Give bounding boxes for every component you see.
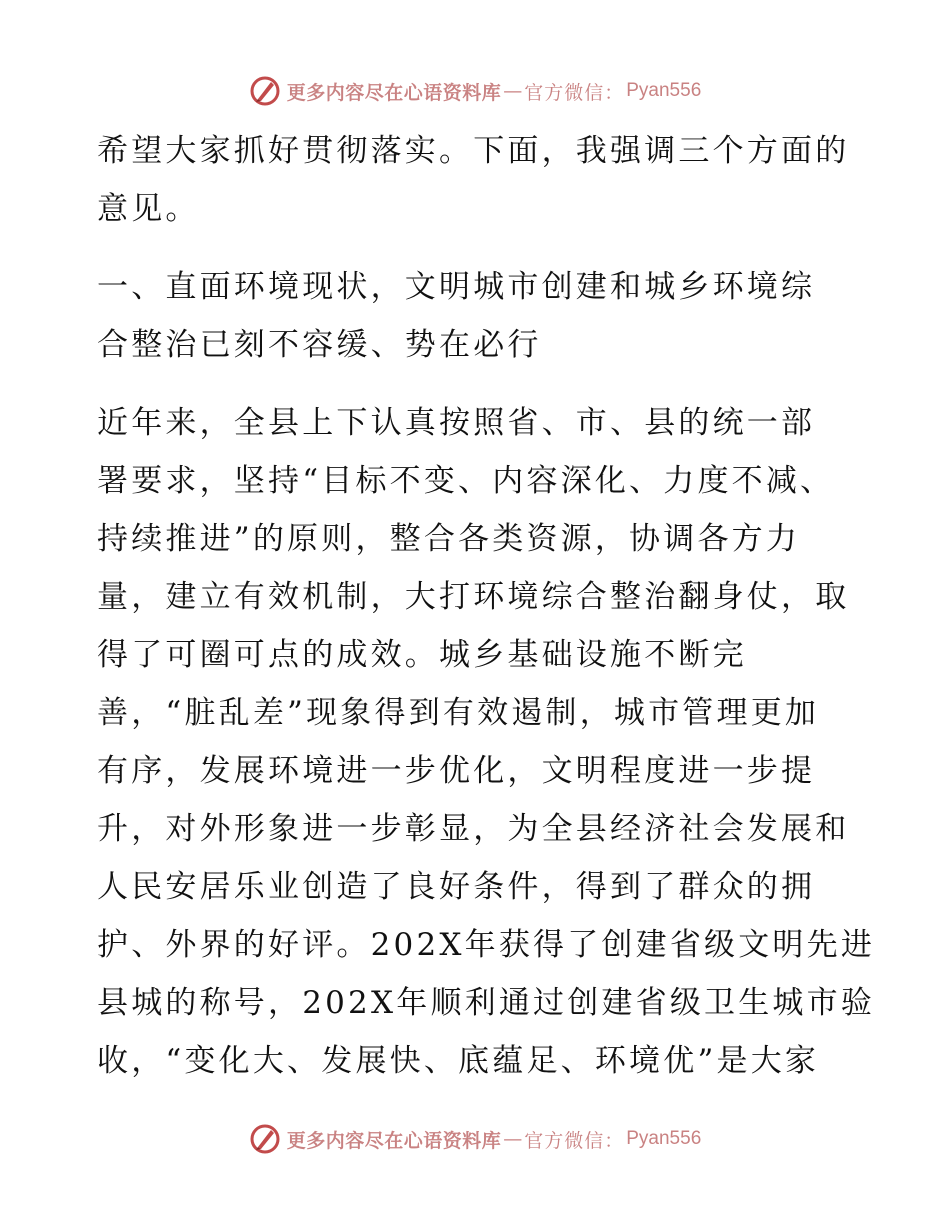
watermark-site-text: 更多内容尽在心语资料库 bbox=[286, 81, 502, 104]
text-line: 收，“变化大、发展快、底蕴足、环境优”是大家 bbox=[97, 1043, 820, 1079]
watermark-site-text: 更多内容尽在心语资料库 bbox=[286, 1129, 502, 1152]
text-line: 升，对外形象进一步彰显，为全县经济社会发展和 bbox=[97, 811, 850, 847]
text-line: 得了可圈可点的成效。城乡基础设施不断完 bbox=[97, 637, 747, 673]
watermark-label: 官方微信： bbox=[524, 1129, 625, 1152]
text-line: 署要求，坚持“目标不变、内容深化、力度不减、 bbox=[97, 463, 835, 499]
quill-pen-circle-icon bbox=[249, 1123, 281, 1155]
paragraph-intro bbox=[97, 122, 867, 238]
text-line: 有序，发展环境进一步优化，文明程度进一步提 bbox=[97, 753, 816, 789]
watermark-wechat-id: Pyan556 bbox=[626, 80, 702, 101]
quill-pen-circle-icon bbox=[249, 75, 281, 107]
paragraph-main bbox=[97, 394, 876, 1090]
watermark-footer bbox=[0, 1119, 950, 1159]
text-line: 持续推进”的原则，整合各类资源，协调各方力 bbox=[97, 521, 801, 557]
watermark-wechat-id: Pyan556 bbox=[626, 1128, 702, 1149]
watermark-separator: — bbox=[503, 80, 523, 102]
document-body bbox=[97, 122, 876, 1090]
text-line: 希望大家抓好贯彻落实。下面，我强调三个方面的 bbox=[97, 133, 850, 169]
text-line: 量，建立有效机制，大打环境综合整治翻身仗，取 bbox=[97, 579, 850, 615]
text-line: 意见。 bbox=[97, 191, 200, 227]
text-line: 近年来，全县上下认真按照省、市、县的统一部 bbox=[97, 405, 816, 441]
text-line: 一、直面环境现状，文明城市创建和城乡环境综 bbox=[97, 269, 816, 305]
watermark-separator: — bbox=[503, 1128, 523, 1150]
section-heading bbox=[97, 258, 867, 374]
text-line: 护、外界的好评。202X年获得了创建省级文明先进 bbox=[97, 927, 876, 963]
watermark-header bbox=[0, 71, 950, 111]
watermark-label: 官方微信： bbox=[524, 81, 625, 104]
text-line: 合整治已刻不容缓、势在必行 bbox=[97, 327, 542, 363]
text-line: 县城的称号，202X年顺利通过创建省级卫生城市验 bbox=[97, 985, 876, 1021]
text-line: 人民安居乐业创造了良好条件，得到了群众的拥 bbox=[97, 869, 816, 905]
text-line: 善，“脏乱差”现象得到有效遏制，城市管理更加 bbox=[97, 695, 820, 731]
